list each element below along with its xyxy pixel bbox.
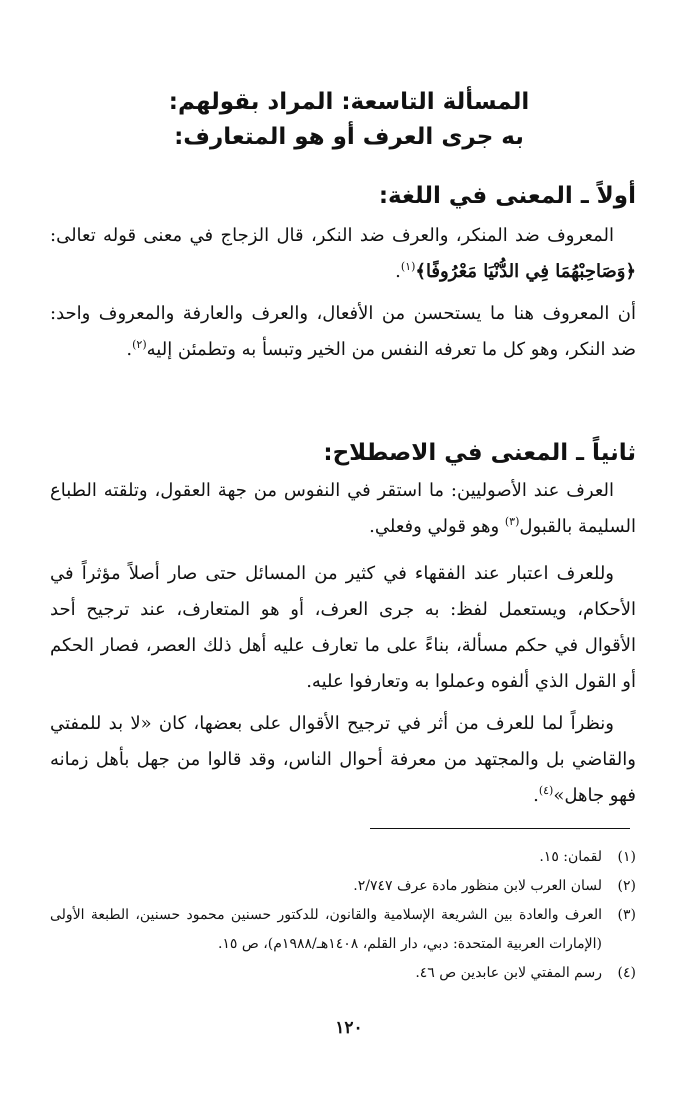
footnote-number: (٤) [617, 965, 636, 981]
footnote-item [50, 872, 636, 901]
paragraph-text: ونظراً لما للعرف من أثر في ترجيح الأقوال على بعضها، كان «لا بد للمفتي والقاضي بل والمجتهد من معرفة أحوال الناس، وقد قالوا من جهل بأهل زمانه فهو جاهل» [50, 713, 636, 806]
paragraph-text: وللعرف اعتبار عند الفقهاء في كثير من المسائل حتى صار أصلاً مؤثراً في الأحكام، ويستعمل لفظ: به جرى العرف، أو هو المتعارف، عند ترجيح أحد الأقوال في حكم مسألة، بناءً على ما تعارف عليه أهل ذلك العصر، فصار الحكم أو القول الذي ألفوه وعملوا به وتعارفوا عليه. [50, 563, 636, 692]
section-heading-language: أولاً ـ المعنى في اللغة: [378, 183, 636, 209]
paragraph-end: . [126, 339, 133, 360]
section-heading-terminology: ثانياً ـ المعنى في الاصطلاح: [323, 440, 636, 466]
chapter-title-line-2: به جرى العرف أو هو المتعارف: [174, 124, 524, 150]
footnote-text: لقمان: ١٥. [539, 849, 602, 865]
quran-verse: ﴿وَصَاحِبْهُمَا فِي الدُّنْيَا مَعْرُوفًا﴾ [415, 261, 636, 282]
footnote-ref-4[interactable]: (٤) [538, 784, 554, 797]
paragraph-text: العرف عند الأصوليين: ما استقر في النفوس من جهة العقول، وتلقته الطباع السليمة بالقبول [50, 480, 636, 537]
chapter-title-line-1: المسألة التاسعة: المراد بقولهم: [168, 89, 530, 115]
paragraph-end: وهو قولي وفعلي. [369, 516, 505, 537]
footnote-ref-2[interactable]: (٢) [132, 338, 147, 351]
paragraph-text: المعروف ضد المنكر، والعرف ضد النكر، قال الزجاج في معنى قوله تعالى: [50, 225, 614, 246]
paragraph-usuli-definition [50, 473, 636, 545]
footnote-number: (٣) [617, 907, 636, 923]
paragraph-zajjaj-explanation [50, 296, 636, 368]
footnote-ref-1[interactable]: (١) [400, 260, 416, 273]
paragraph-text: أن المعروف هنا ما يستحسن من الأفعال، والعرف والعارفة والمعروف واحد: ضد النكر، وهو كل ما تعرفه النفس من الخير وتبسأ به وتطمئن إليه [50, 303, 636, 360]
footnote-number: (٢) [617, 878, 636, 894]
page-number: ١٢٠ [335, 1018, 363, 1038]
footnote-item [50, 959, 636, 988]
footnotes-list [50, 843, 636, 988]
footnote-item [50, 843, 636, 872]
footnote-text: العرف والعادة بين الشريعة الإسلامية والقانون، للدكتور حسنين محمود حسنين، الطبعة الأولى (الإمارات العربية المتحدة: دبي، دار القلم، ١٤٠٨هـ/١٩٨٨م)، ص ١٥. [50, 907, 602, 952]
footnote-number: (١) [617, 849, 636, 865]
footnote-divider [370, 828, 630, 829]
paragraph-fuqaha-usage [50, 556, 636, 700]
paragraph-end: . [395, 261, 401, 282]
footnote-text: لسان العرب لابن منظور مادة عرف ٢/٧٤٧. [353, 878, 602, 894]
footnote-item [50, 901, 636, 959]
footnote-text: رسم المفتي لابن عابدين ص ٤٦. [415, 965, 602, 981]
paragraph-mufti-requirement [50, 706, 636, 814]
footnote-ref-3[interactable]: (٣) [504, 515, 520, 528]
paragraph-linguistic-meaning [50, 218, 636, 290]
paragraph-end: . [533, 785, 539, 806]
